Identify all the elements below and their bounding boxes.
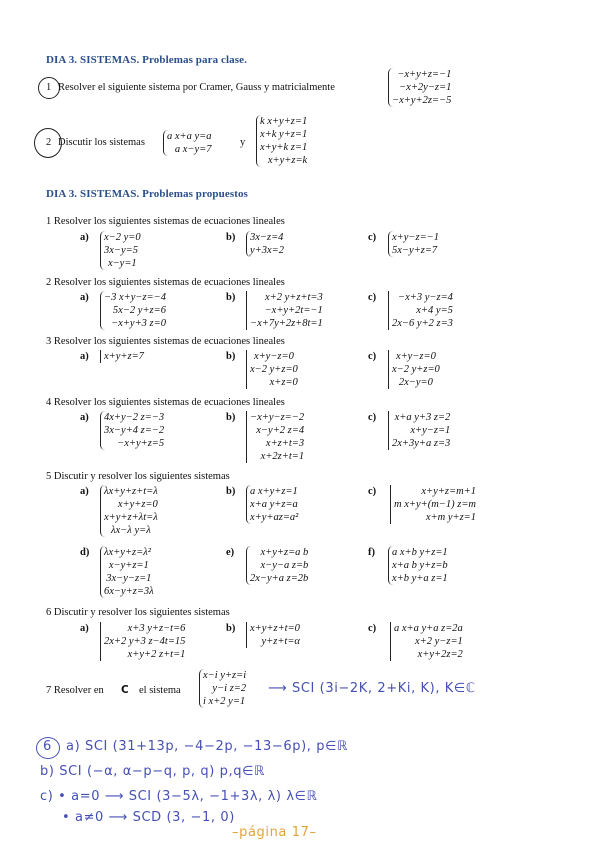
q4-b-label: b) <box>226 412 236 423</box>
q2-c-system: −x+3 y−z=4 x+4 y=5 2x−6 y+2 z=3 <box>388 291 453 330</box>
q5-e-label: e) <box>226 547 235 558</box>
q6-c-label: c) <box>368 623 377 634</box>
q2-c-label: c) <box>368 292 377 303</box>
p2-system-b: k x+y+z=1 x+k y+z=1 x+y+k z=1 x+y+z=k <box>256 115 307 167</box>
complex-set-symbol: C <box>121 684 129 696</box>
q5-b-label: b) <box>226 486 236 497</box>
p1-number: 1 <box>46 82 52 93</box>
q3-c-system: x+y−z=0 x−2 y+z=0 2x−y=0 <box>388 350 440 389</box>
q5-d-system: λx+y+z=λ² x−y+z=1 3x−y−z=1 6x−y+z=3λ <box>100 546 154 598</box>
q1-a-system: x−2 y=0 3x−y=5 x−y=1 <box>100 231 141 270</box>
p1-text: Resolver el siguiente sistema por Cramer, Gauss y matricialmente <box>58 82 335 93</box>
q5-c-system: x+y+z=m+1 m x+y+(m−1) z=m x+m y+z=1 <box>390 485 476 524</box>
q4-c-system: x+a y+3 z=2 x+y−z=1 2x+3y+a z=3 <box>388 411 450 450</box>
handwritten-answer-a: a) SCI (31+13p, −4−2p, −13−6p), p∈ℝ <box>66 739 348 754</box>
handwritten-answer-c1: c) • a=0 ⟶ SCI (3−5λ, −1+3λ, λ) λ∈ℝ <box>40 789 318 804</box>
q3-b-system: x+y−z=0 x−2 y+z=0 x+z=0 <box>246 350 298 389</box>
q3-b-label: b) <box>226 351 236 362</box>
q3-c-label: c) <box>368 351 377 362</box>
q4-title: 4 Resolver los siguientes sistemas de ecuaciones lineales <box>46 397 285 408</box>
q7-suffix: el sistema <box>139 685 181 696</box>
q5-f-label: f) <box>368 547 375 558</box>
q2-a-label: a) <box>80 292 89 303</box>
q5-a-label: a) <box>80 486 89 497</box>
q5-d-label: d) <box>80 547 90 558</box>
q5-b-system: a x+y+z=1 x+a y+z=a x+y+az=a² <box>246 485 298 524</box>
q1-c-label: c) <box>368 232 377 243</box>
handwritten-circle-number: 6 <box>43 739 52 754</box>
q6-c-system: a x+a y+a z=2a x+2 y−z=1 x+y+2z=2 <box>390 622 463 661</box>
heading-problemas-propuestos: DIA 3. SISTEMAS. Problemas propuestos <box>46 188 248 200</box>
q3-title: 3 Resolver los siguientes sistemas de ecuaciones lineales <box>46 336 285 347</box>
q5-c-label: c) <box>368 486 377 497</box>
q1-b-label: b) <box>226 232 236 243</box>
q4-a-label: a) <box>80 412 89 423</box>
q6-title: 6 Discutir y resolver los siguientes sistemas <box>46 607 230 618</box>
handwritten-answer-b: b) SCI (−α, α−p−q, p, q) p,q∈ℝ <box>40 764 265 779</box>
handwritten-page-number: –página 17– <box>232 825 317 840</box>
q2-a-system: −3 x+y−z=−4 5x−2 y+z=6 −x+y+3 z=0 <box>100 291 166 330</box>
q7-prefix: 7 Resolver en <box>46 685 104 696</box>
q5-title: 5 Discutir y resolver los siguientes sistemas <box>46 471 230 482</box>
p2-system-a: a x+a y=a a x−y=7 <box>163 130 212 156</box>
q7-system: x−i y+z=i y−i z=2 i x+2 y=1 <box>199 669 246 708</box>
q3-a-system: x+y+z=7 <box>100 350 144 363</box>
q1-title: 1 Resolver los siguientes sistemas de ecuaciones lineales <box>46 216 285 227</box>
q1-c-system: x+y−z=−1 5x−y+z=7 <box>388 231 439 257</box>
q2-b-label: b) <box>226 292 236 303</box>
q4-a-system: 4x+y−2 z=−3 3x−y+4 z=−2 −x+y+z=5 <box>100 411 164 450</box>
q5-f-system: a x+b y+z=1 x+a b y+z=b x+b y+a z=1 <box>388 546 448 585</box>
heading-problemas-clase: DIA 3. SISTEMAS. Problemas para clase. <box>46 54 247 66</box>
q7-handwritten-answer: ⟶ SCI (3i−2K, 2+Ki, K), K∈ℂ <box>268 681 476 696</box>
p2-text: Discutir los sistemas <box>58 137 145 148</box>
q6-a-system: x+3 y+z−t=6 2x+2 y+3 z−4t=15 x+y+2 z+t=1 <box>100 622 185 661</box>
q5-a-system: λx+y+z+t=λ x+y+z=0 x+y+z+λt=λ λx−λ y=λ <box>100 485 158 537</box>
q4-b-system: −x+y−z=−2 x−y+2 z=4 x+z+t=3 x+2z+t=1 <box>246 411 304 463</box>
handwritten-answer-c2: • a≠0 ⟶ SCD (3, −1, 0) <box>62 810 235 825</box>
q2-b-system: x+2 y+z+t=3 −x+y+2t=−1 −x+7y+2z+8t=1 <box>246 291 323 330</box>
q6-a-label: a) <box>80 623 89 634</box>
q1-a-label: a) <box>80 232 89 243</box>
p2-number: 2 <box>46 137 52 148</box>
p2-conj: y <box>240 137 246 148</box>
q6-b-system: x+y+z+t=0 y+z+t=α <box>246 622 300 648</box>
q5-e-system: x+y+z=a b x−y−a z=b 2x−y+a z=2b <box>246 546 308 585</box>
q3-a-label: a) <box>80 351 89 362</box>
q4-c-label: c) <box>368 412 377 423</box>
q6-b-label: b) <box>226 623 236 634</box>
q1-b-system: 3x−z=4 y+3x=2 <box>246 231 284 257</box>
q2-title: 2 Resolver los siguientes sistemas de ecuaciones lineales <box>46 277 285 288</box>
p1-system: −x+y+z=−1 −x+2y−z=1 −x+y+2z=−5 <box>388 68 451 107</box>
